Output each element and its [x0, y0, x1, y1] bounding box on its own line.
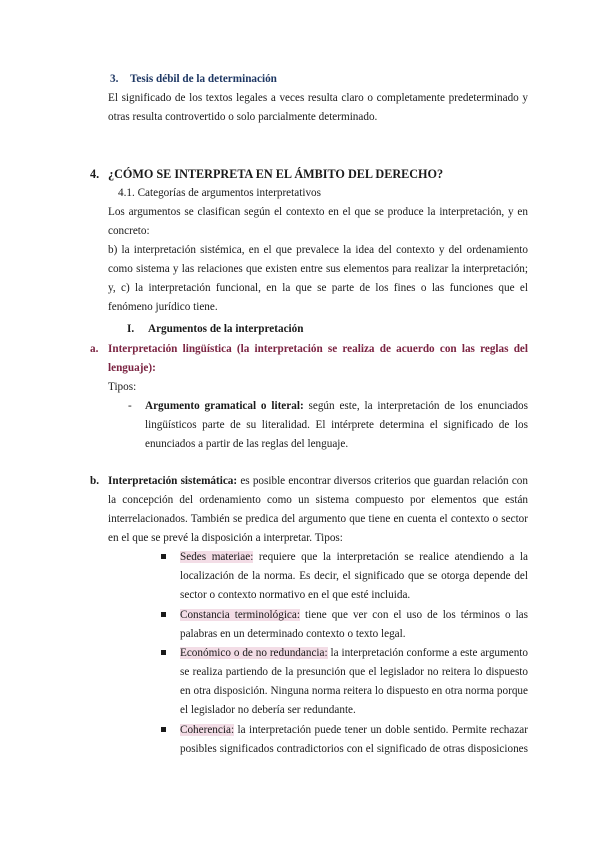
section-3-number: 3. — [110, 73, 119, 85]
item-b-text: es posible encontrar diversos criterios que guardan relación con — [237, 475, 528, 487]
argumento-gramatical-text: según este, la interpretación de los enunciados — [303, 400, 528, 412]
argumento-gramatical-line-2: lingüísticos parte de su literalidad. El intérprete determina el significado de los — [145, 419, 528, 431]
bullet-text: la interpretación conforme a este argumento — [327, 647, 528, 659]
bullet-sedes-line-3: sector o contexto normativo en el que esté incluida. — [180, 589, 411, 601]
section-4-para-line: b) la interpretación sistémica, en el que prevalece la idea del contexto y del ordenamiento — [108, 244, 528, 256]
bullet-economico-line-2: se realiza partiendo de la presunción que el legislador no reitera lo dispuesto — [180, 666, 528, 678]
bullet-term-highlight: Constancia terminológica: — [180, 609, 300, 621]
bullet-constancia-line-1 — [180, 606, 528, 625]
bullet-text: tiene que ver con el uso de los términos o las — [299, 609, 529, 621]
bullet-text: requiere que la interpretación se realice atendiendo a la — [253, 551, 528, 563]
item-b-line-3: interrelacionados. También se predica del argumento que tiene en cuenta el contexto o sector — [108, 513, 528, 525]
bullet-term-highlight: Económico o de no redundancia: — [180, 647, 328, 659]
heading-roman-numeral: I. — [127, 323, 135, 335]
square-bullet-icon — [161, 612, 166, 617]
bullet-economico-line-3: en otra disposición. Ninguna norma reitera lo dispuesto en otra norma porque — [180, 685, 528, 697]
item-b-letter: b. — [90, 475, 100, 487]
section-4-para-line: como sistema y las relaciones que existen entre sus elementos para realizar la interpretación; — [108, 263, 528, 275]
item-b-label: Interpretación sistemática: — [108, 475, 238, 487]
section-4-para-line: fenómeno jurídico tiene. — [108, 301, 218, 313]
square-bullet-icon — [161, 727, 166, 732]
item-a-title-line-2: lenguaje): — [108, 362, 156, 374]
section-4-para-line: y, c) la interpretación funcional, en la que se parte de los fines o las funciones que el — [108, 282, 528, 294]
square-bullet-icon — [161, 554, 166, 559]
bullet-economico-line-4: el legislador no debería ser redundante. — [180, 704, 356, 716]
section-4-subheading: 4.1. Categorías de argumentos interpretativos — [118, 187, 321, 199]
bullet-coherencia-line-2: posibles significados contradictorios con el significado de otras disposiciones — [180, 743, 528, 755]
bullet-economico-line-1 — [180, 644, 528, 663]
item-b-line-4: en el que se prevé la disposición a interpretar. Tipos: — [108, 532, 343, 544]
section-4-para-line: concreto: — [108, 225, 150, 237]
item-a-title-line-1: Interpretación lingüística (la interpretación se realiza de acuerdo con las reglas del — [108, 343, 528, 355]
item-a-letter: a. — [90, 343, 99, 355]
dash-bullet: - — [128, 400, 132, 412]
section-3-line-1: El significado de los textos legales a veces resulta claro o completamente predeterminado y — [108, 92, 528, 104]
item-b-line-2: la concepción del ordenamiento como un sistema compuesto por elementos que están — [108, 494, 528, 506]
section-4-title: ¿CÓMO SE INTERPRETA EN EL ÁMBITO DEL DERECHO? — [108, 167, 444, 181]
bullet-term-highlight: Coherencia: — [180, 724, 235, 736]
item-b-line-1 — [108, 472, 528, 491]
section-4-para-line: Los argumentos se clasifican según el contexto en el que se produce la interpretación, y en — [108, 206, 528, 218]
item-a-tipos: Tipos: — [108, 381, 137, 393]
argumento-gramatical-label: Argumento gramatical o literal: — [145, 400, 304, 412]
argumento-gramatical-line-3: enunciados a partir de las reglas del lenguaje. — [145, 438, 349, 450]
square-bullet-icon — [161, 650, 166, 655]
bullet-coherencia-line-1 — [180, 721, 528, 740]
bullet-sedes-line-2: localización de la norma. Es decir, el significado que se otorga depende del — [180, 570, 528, 582]
bullet-constancia-line-2: palabras en un determinado contexto o texto legal. — [180, 628, 406, 640]
section-3-title: Tesis débil de la determinación — [130, 73, 277, 85]
bullet-text: la interpretación puede tener un doble sentido. Permite rechazar — [234, 724, 528, 736]
argumento-gramatical-line-1 — [145, 397, 528, 416]
section-4-number: 4. — [90, 167, 100, 181]
heading-arguments: Argumentos de la interpretación — [148, 323, 304, 335]
bullet-term-highlight: Sedes materiae: — [180, 551, 254, 563]
section-3-line-2: otras resulta controvertido o solo parcialmente determinado. — [108, 111, 378, 123]
bullet-sedes-line-1 — [180, 548, 528, 567]
